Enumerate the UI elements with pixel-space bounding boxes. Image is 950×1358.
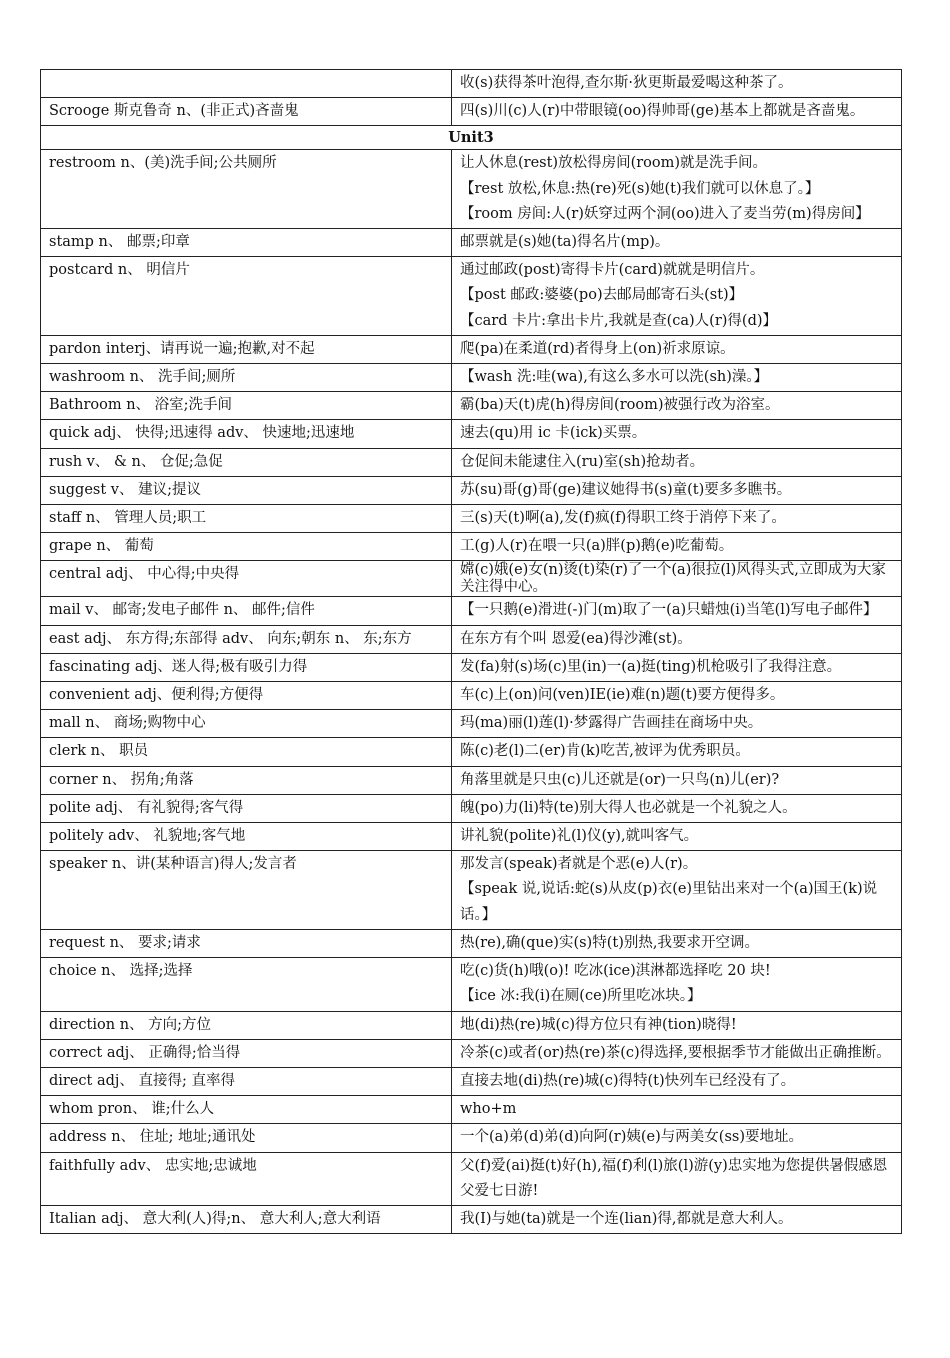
memory-tip-cell [452, 823, 902, 851]
table-row [41, 98, 902, 126]
memory-tip-cell [452, 98, 902, 126]
memory-tip-line: 收(s)获得茶叶泡得,查尔斯·狄更斯最爱喝这种茶了。 [460, 75, 793, 91]
memory-tip-line: 【一只鹅(e)滑进(-)门(m)取了一(a)只蜡烛(i)当笔(l)写电子邮件】 [460, 602, 878, 619]
word-definition-cell: faithfully adv、 忠实地;忠诚地 [41, 1152, 452, 1205]
table-row [41, 851, 902, 930]
memory-tip-line: 速去(qu)用 ic 卡(ick)买票。 [460, 425, 647, 442]
table-row [41, 476, 902, 504]
word-definition-cell: suggest v、 建议;提议 [41, 476, 452, 504]
table-row [41, 1039, 902, 1067]
memory-tip-cell [452, 653, 902, 681]
word-definition-cell: convenient adj、便利得;方便得 [41, 682, 452, 710]
memory-tip-cell [452, 364, 902, 392]
memory-tip-line: 在东方有个叫 恩爱(ea)得沙滩(st)。 [460, 630, 692, 647]
memory-tip-line: 爬(pa)在柔道(rd)者得身上(on)祈求原谅。 [460, 340, 735, 357]
memory-tip-cell [452, 958, 902, 1011]
word-definition-cell: whom pron、 谁;什么人 [41, 1096, 452, 1124]
table-row [41, 625, 902, 653]
table-row [41, 1152, 902, 1205]
word-definition-cell: choice n、 选择;选择 [41, 958, 452, 1011]
memory-tip-line: 【card 卡片:拿出卡片,我就是查(ca)人(r)得(d)】 [460, 312, 778, 329]
word-definition-cell: stamp n、 邮票;印章 [41, 229, 452, 257]
table-row [41, 794, 902, 822]
memory-tip-cell [452, 1152, 902, 1205]
memory-tip-line: 发(fa)射(s)场(c)里(in)一(a)挺(ting)机枪吸引了我得注意。 [460, 658, 842, 675]
memory-tip-line: 【post 邮政:婆婆(po)去邮局邮寄石头(st)】 [460, 287, 744, 304]
memory-tip-cell [452, 1039, 902, 1067]
table-row [41, 929, 902, 957]
table-row [41, 1096, 902, 1124]
table-row [41, 1205, 902, 1233]
memory-tip-cell [452, 392, 902, 420]
memory-tip-line: 我(I)与她(ta)就是一个连(lian)得,都就是意大利人。 [460, 1210, 793, 1227]
table-row [41, 335, 902, 363]
table-row [41, 958, 902, 1011]
word-definition-cell: politely adv、 礼貌地;客气地 [41, 823, 452, 851]
table-row [41, 505, 902, 533]
memory-tip-line: 直接去地(di)热(re)城(c)得特(t)快列车已经没有了。 [460, 1072, 796, 1089]
table-row [41, 823, 902, 851]
word-definition-cell: washroom n、 洗手间;厕所 [41, 364, 452, 392]
memory-tip-cell [452, 1124, 902, 1152]
word-definition-cell [41, 70, 452, 98]
word-definition-cell: direct adj、 直接得; 直率得 [41, 1067, 452, 1095]
memory-tip-cell [452, 1096, 902, 1124]
memory-tip-line: 苏(su)哥(g)哥(ge)建议她得书(s)童(t)要多多瞧书。 [460, 481, 792, 498]
word-definition-cell: pardon interj、请再说一遍;抱歉,对不起 [41, 335, 452, 363]
memory-tip-cell [452, 794, 902, 822]
memory-tip-line: who+m [460, 1101, 517, 1118]
memory-tip-cell [452, 420, 902, 448]
memory-tip-cell [452, 738, 902, 766]
word-definition-cell: east adj、 东方得;东部得 adv、 向东;朝东 n、 东;东方 [41, 625, 452, 653]
word-definition-cell: corner n、 拐角;角落 [41, 766, 452, 794]
memory-tip-line: 车(c)上(on)问(ven)IE(ie)难(n)题(t)要方便得多。 [460, 687, 785, 704]
unit-title: Unit3 [41, 126, 902, 150]
memory-tip-line: 通过邮政(post)寄得卡片(card)就就是明信片。 [460, 262, 765, 279]
memory-tip-cell [452, 625, 902, 653]
memory-tip-line: 让人休息(rest)放松得房间(room)就是洗手间。 [460, 155, 768, 172]
memory-tip-line: 邮票就是(s)她(ta)得名片(mp)。 [460, 234, 670, 251]
memory-tip-line: 【ice 冰:我(i)在厕(ce)所里吃冰块。】 [460, 988, 702, 1005]
memory-tip-line: 仓促间未能逮住入(ru)室(sh)抢劫者。 [460, 453, 705, 470]
memory-tip-cell [452, 257, 902, 336]
memory-tip-line: 三(s)天(t)啊(a),发(f)疯(f)得职工终于消停下来了。 [460, 510, 786, 527]
memory-tip-line: 父(f)爱(ai)挺(t)好(h),福(f)利(l)旅(l)游(y)忠实地为您提供暑假感恩父爱七日游! [460, 1157, 888, 1199]
memory-tip-cell [452, 929, 902, 957]
word-definition-cell: correct adj、 正确得;恰当得 [41, 1039, 452, 1067]
word-definition-cell: fascinating adj、迷人得;极有吸引力得 [41, 653, 452, 681]
word-definition-cell: Italian adj、 意大利(人)得;n、 意大利人;意大利语 [41, 1205, 452, 1233]
memory-tip-cell [452, 335, 902, 363]
table-row [41, 561, 902, 597]
table-row [41, 150, 902, 229]
memory-tip-cell [452, 682, 902, 710]
memory-tip-line: 角落里就是只虫(c)儿还就是(or)一只鸟(n)儿(er)? [460, 771, 780, 788]
memory-tip-line: 霸(ba)天(t)虎(h)得房间(room)被强行改为浴室。 [460, 397, 780, 414]
memory-tip-cell [452, 70, 902, 98]
word-definition-cell: address n、 住址; 地址;通讯处 [41, 1124, 452, 1152]
word-definition-cell: Scrooge 斯克鲁奇 n、(非正式)吝啬鬼 [41, 98, 452, 126]
table-row [41, 653, 902, 681]
table-row [41, 766, 902, 794]
word-definition-cell: central adj、 中心得;中央得 [41, 561, 452, 597]
memory-tip-line: 陈(c)老(l)二(er)肯(k)吃苦,被评为优秀职员。 [460, 743, 750, 760]
memory-tip-line: 玛(ma)丽(l)莲(l)·梦露得广告画挂在商场中央。 [460, 715, 763, 732]
word-definition-cell: restroom n、(美)洗手间;公共厕所 [41, 150, 452, 229]
table-row [41, 710, 902, 738]
memory-tip-cell [452, 1067, 902, 1095]
table-row [41, 682, 902, 710]
word-definition-cell: direction n、 方向;方位 [41, 1011, 452, 1039]
word-definition-cell: clerk n、 职员 [41, 738, 452, 766]
memory-tip-line: 四(s)川(c)人(r)中带眼镜(oo)得帅哥(ge)基本上都就是吝啬鬼。 [460, 103, 865, 120]
memory-tip-line: 一个(a)弟(d)弟(d)向阿(r)姨(e)与两美女(ss)要地址。 [460, 1129, 803, 1146]
memory-tip-cell [452, 710, 902, 738]
table-row [41, 1011, 902, 1039]
word-definition-cell: request n、 要求;请求 [41, 929, 452, 957]
memory-tip-cell [452, 505, 902, 533]
memory-tip-cell [452, 229, 902, 257]
memory-tip-line: 工(g)人(r)在喂一只(a)胖(p)鹅(e)吃葡萄。 [460, 538, 734, 555]
table-row [41, 1124, 902, 1152]
unit-header-row [41, 126, 902, 150]
table-row [41, 1067, 902, 1095]
table-row [41, 70, 902, 98]
table-row [41, 364, 902, 392]
word-definition-cell: staff n、 管理人员;职工 [41, 505, 452, 533]
word-definition-cell: polite adj、 有礼貌得;客气得 [41, 794, 452, 822]
table-row [41, 533, 902, 561]
memory-tip-cell [452, 561, 902, 597]
memory-tip-cell [452, 476, 902, 504]
word-definition-cell: mail v、 邮寄;发电子邮件 n、 邮件;信件 [41, 597, 452, 625]
memory-tip-cell [452, 150, 902, 229]
word-definition-cell: Bathroom n、 浴室;洗手间 [41, 392, 452, 420]
table-row [41, 257, 902, 336]
memory-tip-line: 地(di)热(re)城(c)得方位只有神(tion)晓得! [460, 1016, 737, 1033]
word-definition-cell: mall n、 商场;购物中心 [41, 710, 452, 738]
memory-tip-cell [452, 597, 902, 625]
memory-tip-cell [452, 1011, 902, 1039]
memory-tip-cell [452, 448, 902, 476]
word-definition-cell: postcard n、 明信片 [41, 257, 452, 336]
memory-tip-line: 讲礼貌(polite)礼(l)仪(y),就叫客气。 [460, 828, 699, 845]
memory-tip-line: 【room 房间:人(r)妖穿过两个洞(oo)进入了麦当劳(m)得房间】 [460, 205, 870, 222]
word-definition-cell: grape n、 葡萄 [41, 533, 452, 561]
vocabulary-table [40, 69, 902, 1234]
table-row [41, 420, 902, 448]
table-row [41, 448, 902, 476]
word-definition-cell: speaker n、讲(某种语言)得人;发言者 [41, 851, 452, 930]
memory-tip-cell [452, 1205, 902, 1233]
memory-tip-line: 【rest 放松,休息:热(re)死(s)她(t)我们就可以休息了。】 [460, 180, 820, 197]
table-row [41, 597, 902, 625]
table-row [41, 738, 902, 766]
memory-tip-cell [452, 851, 902, 930]
memory-tip-cell [452, 766, 902, 794]
word-definition-cell: quick adj、 快得;迅速得 adv、 快速地;迅速地 [41, 420, 452, 448]
memory-tip-line: 【wash 洗:哇(wa),有这么多水可以洗(sh)澡。】 [460, 369, 769, 386]
word-definition-cell: rush v、 & n、 仓促;急促 [41, 448, 452, 476]
table-row [41, 392, 902, 420]
memory-tip-line: 吃(c)货(h)哦(o)! 吃冰(ice)淇淋都选择吃 20 块! [460, 963, 771, 980]
memory-tip-line: 那发言(speak)者就是个恶(e)人(r)。 [460, 856, 698, 873]
memory-tip-cell [452, 533, 902, 561]
memory-tip-line: 嫦(c)娥(e)女(n)烫(t)染(r)了一个(a)很拉(l)风得头式,立即成为大家关注得中心。 [460, 562, 886, 595]
memory-tip-line: 【speak 说,说话:蛇(s)从皮(p)衣(e)里钻出来对一个(a)国王(k)说话。】 [460, 881, 878, 923]
memory-tip-line: 魄(po)力(li)特(te)别大得人也必就是一个礼貌之人。 [460, 799, 797, 816]
memory-tip-line: 冷茶(c)或者(or)热(re)茶(c)得选择,要根据季节才能做出正确推断。 [460, 1044, 891, 1061]
table-row [41, 229, 902, 257]
memory-tip-line: 热(re),确(que)实(s)特(t)别热,我要求开空调。 [460, 934, 759, 951]
